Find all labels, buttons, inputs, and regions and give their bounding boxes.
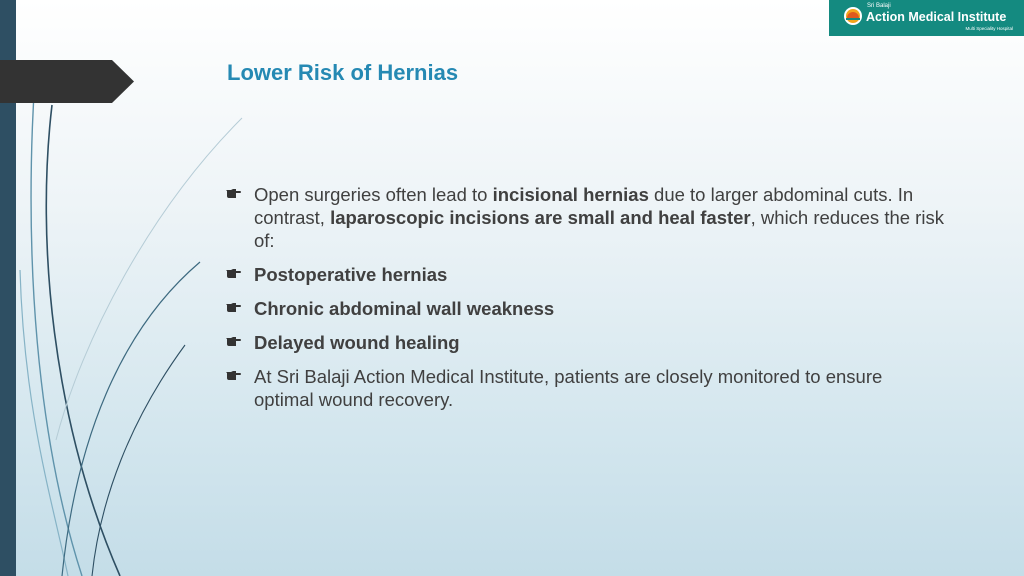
bullet-item	[225, 183, 945, 252]
bullet-bold-segment: Delayed wound healing	[254, 332, 460, 353]
pointing-hand-icon	[225, 302, 241, 314]
bullet-text-segment: due to larger abdominal cuts. In contrast,	[254, 184, 914, 228]
slide-title: Lower Risk of Hernias	[227, 60, 459, 85]
bullet-text-segment: Open surgeries often lead to	[254, 184, 493, 205]
bullet-list	[225, 183, 945, 422]
pointing-hand-icon	[225, 336, 241, 348]
bullet-text	[254, 298, 554, 319]
arrow-banner-icon	[0, 60, 134, 103]
logo-main-text: Action Medical Institute	[866, 10, 1007, 24]
logo-sub-text: Multi Speciality Hospital	[965, 26, 1013, 31]
pointing-hand-icon	[225, 370, 241, 382]
bullet-text-segment: , which reduces the risk of:	[254, 207, 944, 251]
bullet-text	[254, 332, 460, 353]
bullet-item	[225, 365, 945, 411]
bullet-text-segment: At Sri Balaji Action Medical Institute, patients are closely monitored to ensure optimal wound recovery.	[254, 366, 883, 410]
pointing-hand-icon	[225, 188, 241, 200]
sunrise-emblem-icon	[843, 6, 863, 26]
bullet-text	[254, 264, 447, 285]
bullet-bold-segment: laparoscopic incisions are small and heal faster	[330, 207, 751, 228]
bullet-item	[225, 331, 945, 354]
bullet-item	[225, 297, 945, 320]
bullet-bold-segment: Chronic abdominal wall weakness	[254, 298, 555, 319]
bullet-text	[254, 184, 944, 251]
pointing-hand-icon	[225, 268, 241, 280]
bullet-bold-segment: Postoperative hernias	[254, 264, 448, 285]
logo-small-text: Sri Balaji	[867, 3, 891, 9]
bullet-bold-segment: incisional hernias	[492, 184, 649, 205]
bullet-text	[254, 366, 882, 410]
hospital-logo	[829, 0, 1024, 36]
bullet-item	[225, 263, 945, 286]
